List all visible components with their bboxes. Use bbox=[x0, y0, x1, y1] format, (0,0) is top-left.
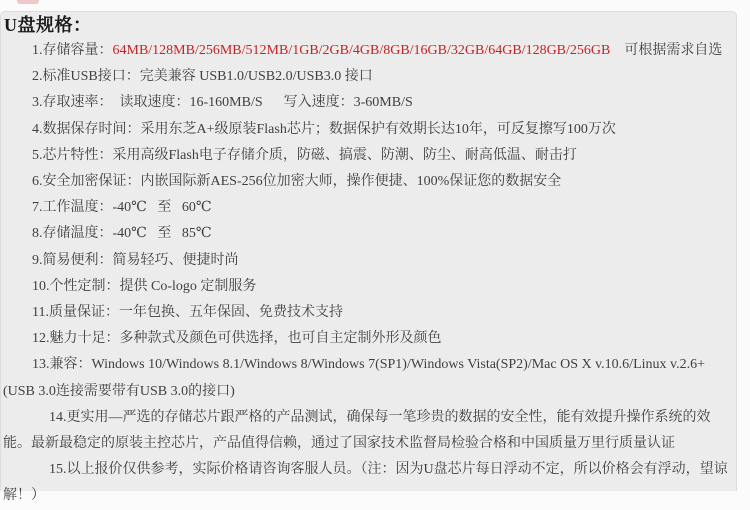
spec-item-encryption: 6.安全加密保证：内嵌国际新AES-256位加密大师，操作便捷、100%保证您的数据安全 bbox=[32, 174, 562, 190]
spec-item-styles-colors: 12.魅力十足：多种款式及颜色可供选择，也可自主定制外形及颜色 bbox=[32, 331, 442, 347]
spec-item-operating-temperature: 7.工作温度：-40℃ 至 60℃ bbox=[32, 200, 212, 216]
product-spec-panel bbox=[0, 11, 737, 504]
capacity-note: 可根据需求自选 bbox=[610, 43, 723, 58]
spec-list bbox=[3, 38, 734, 510]
spec-item-warranty: 11.质量保证：一年包换、五年保固、免费技术支持 bbox=[32, 305, 343, 321]
spec-item-custom-logo: 10.个性定制：提供 Co-logo 定制服务 bbox=[32, 278, 257, 294]
spec-item-storage-capacity-label: 1.存储容量： bbox=[32, 43, 113, 58]
spec-item-access-speed: 3.存取速率： 读取速度：16-160MB/S 写入速度：3-60MB/S bbox=[32, 95, 413, 111]
spec-item-convenience: 9.简易便利：简易轻巧、便捷时尚 bbox=[32, 252, 239, 268]
capacity-options-text: 64MB/128MB/256MB/512MB/1GB/2GB/4GB/8GB/16GB/32GB/64GB/128GB/256GB bbox=[112, 43, 611, 58]
spec-item-usb-interface: 2.标准USB接口：完美兼容 USB1.0/USB2.0/USB3.0 接口 bbox=[32, 69, 373, 85]
spec-item-pricing-note: 15.以上报价仅供参考，实际价格请咨询客服人员。（注：因为U盘芯片每日浮动不定，所以价格会有浮动，望谅解！） bbox=[3, 462, 728, 504]
spec-item-quality-testing: 14.更实用—严选的存储芯片跟严格的产品测试，确保每一笔珍贵的数据的安全性，能有效提升操作系统的效能。最新最稳定的原装主控芯片，产品值得信赖，通过了国家技术监督局检验合格和中国质量万里行质量认证 bbox=[3, 409, 711, 452]
section-title: U盘规格： bbox=[4, 15, 92, 35]
cropped-element-artifact bbox=[17, 0, 39, 4]
spec-item-os-compatibility: 13.兼容：Windows 10/Windows 8.1/Windows 8/Windows 7(SP1)/Windows Vista(SP2)/Mac OS X v.10.6/Linux v.2.6+ (USB 3.0连接需要带有USB 3.0的接口) bbox=[3, 357, 709, 399]
spec-item-chip-features: 5.芯片特性：采用高级Flash电子存储介质，防磁、搞震、防潮、防尘、耐高低温、耐击打 bbox=[32, 147, 577, 163]
spec-item-storage-capacity bbox=[3, 38, 734, 64]
spec-item-data-retention: 4.数据保存时间：采用东芝A+级原装Flash芯片；数据保护有效期长达10年，可反复擦写100万次 bbox=[32, 121, 616, 137]
spec-item-storage-temperature: 8.存储温度：-40℃ 至 85℃ bbox=[32, 226, 212, 242]
